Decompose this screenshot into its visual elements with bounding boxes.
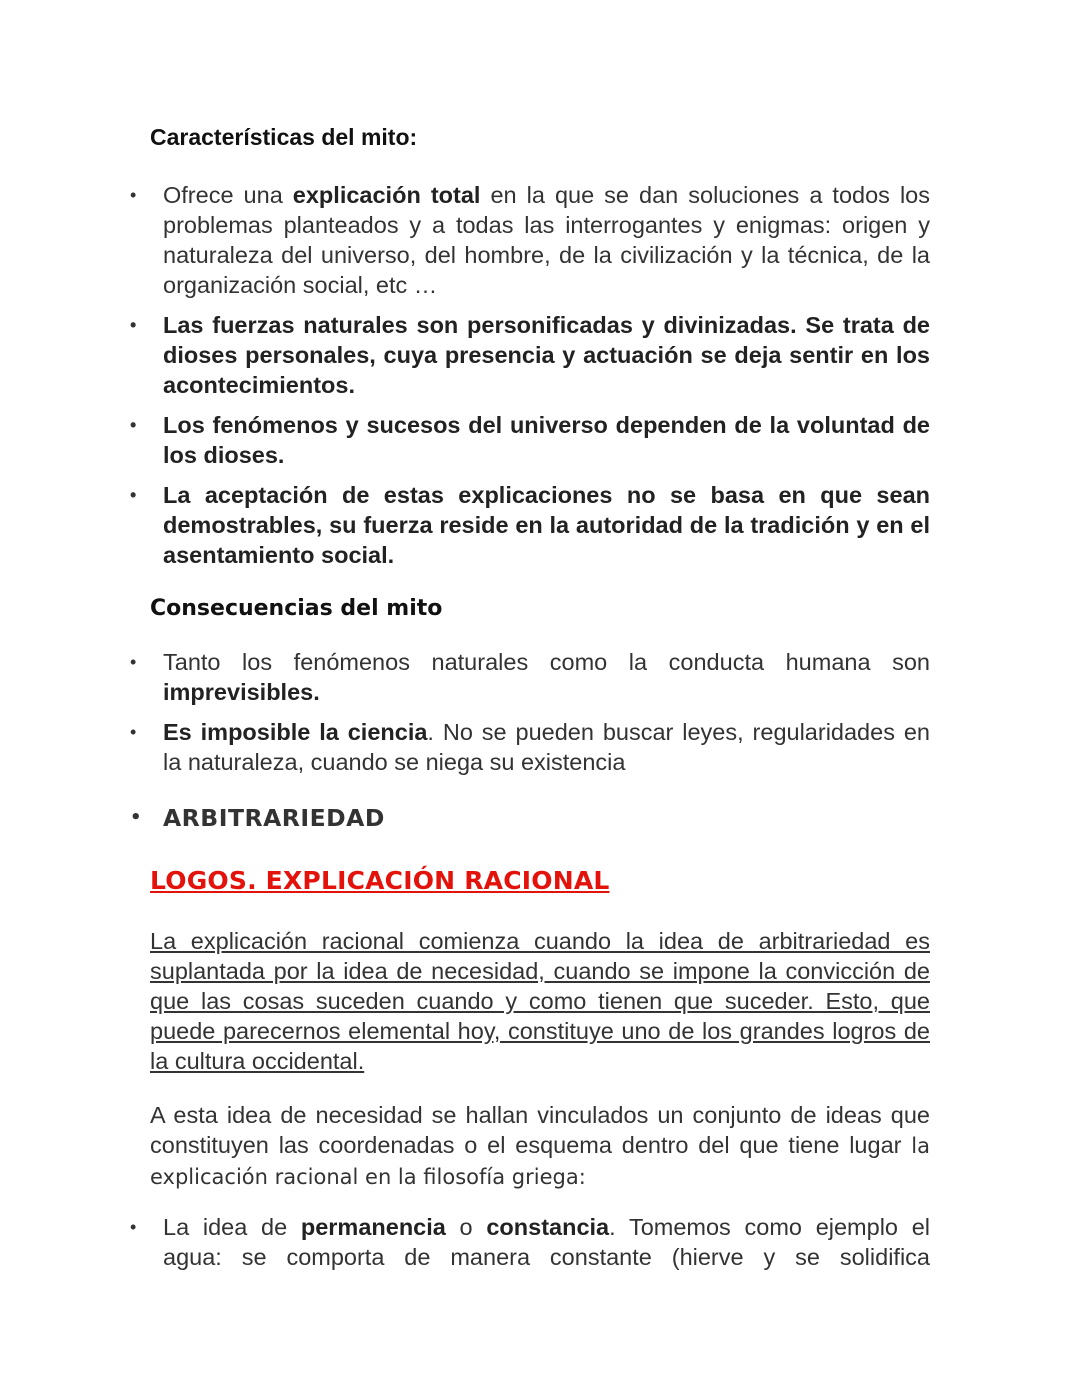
caracteristicas-list [130,180,930,580]
list-item: • ARBITRARIEDAD [130,803,930,833]
logos-list [130,1212,930,1272]
section-title-consecuencias: Consecuencias del mito [150,596,443,621]
list-item: • Los fenómenos y sucesos del universo dependen de la voluntad de los dioses. [130,410,930,470]
logos-paragraph-1: La explicación racional comienza cuando la idea de arbitrariedad es suplantada por la idea de necesidad, cuando se impone la convicción de que las cosas suceden cuando y como tienen que suceder. Esto, que puede parecernos elemental hoy, constituye uno de los grandes logros de la cultura occidental. [150,928,930,1074]
item-text: en la que se dan soluciones a todos los problemas planteados y a todas las interrogantes y enigmas: origen y naturaleza del universo, del hombre, de la civilización y la técnica, de la organización social, etc … [163,182,930,298]
list-item [130,1212,930,1272]
item-bold-text: explicación total [292,182,481,208]
item-text: Ofrece una [163,182,293,208]
list-item: • La aceptación de estas explicaciones no se basa en que sean demostrables, su fuerza reside en la autoridad de la tradición y en el asentamiento social. [130,480,930,570]
paragraph-text: la explicación racional en la filosofía griega: [150,1134,930,1189]
list-item [130,647,930,707]
item-text: Tanto los fenómenos naturales como la conducta humana son [163,649,930,675]
list-item: • Las fuerzas naturales son personificadas y divinizadas. Se trata de dioses personales, cuya presencia y actuación se deja sentir en los acontecimientos. [130,310,930,400]
logos-paragraph-2 [150,1100,930,1192]
item-text: . No se pueden buscar leyes, regularidades en la naturaleza, cuando se niega su existencia [163,719,930,775]
item-text: o [445,1214,487,1240]
consecuencias-list [130,647,930,787]
list-item [130,717,930,777]
item-bold-text: imprevisibles. [163,679,320,705]
item-bold-text: permanencia [300,1214,446,1240]
item-text: . Tomemos como ejemplo el agua: se comporta de manera constante (hierve y se solidifica [163,1214,930,1270]
section-title-caracteristicas: Características del mito: [150,124,418,150]
item-bold-text: constancia [486,1214,610,1240]
arbitrariedad-list [130,803,930,833]
item-bold-text: Es imposible la ciencia [163,719,428,745]
list-item [130,180,930,300]
paragraph-text: A esta idea de necesidad se hallan vinculados un conjunto de ideas que constituyen las coordenadas o el esquema dentro del que tiene lugar [150,1102,930,1158]
item-text: La idea de [163,1214,301,1240]
section-title-logos: LOGOS. EXPLICACIÓN RACIONAL [150,866,610,895]
